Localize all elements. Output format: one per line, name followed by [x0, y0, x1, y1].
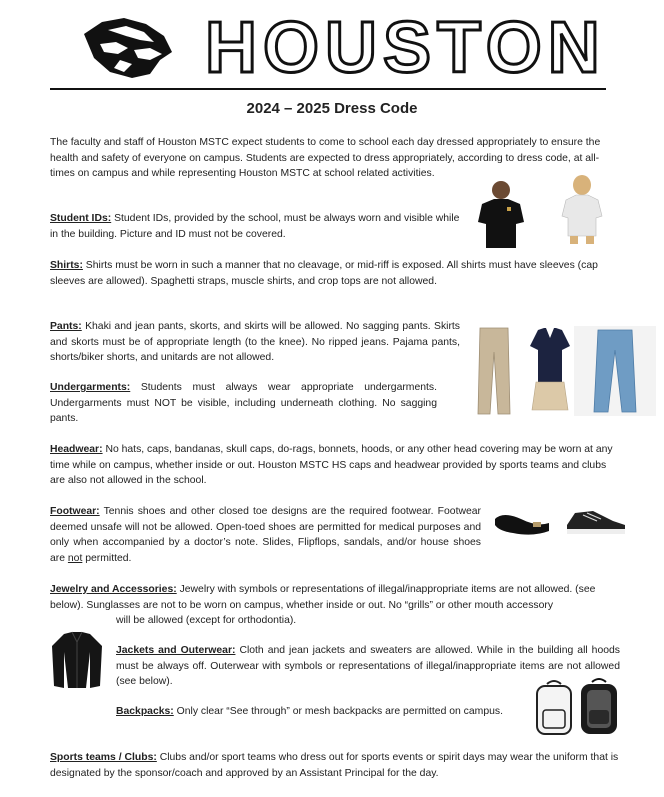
jewelry-text: Jewelry with symbols or representations of illegal/inappropriate items are not allowed. (see below). Sunglasses are not to be worn on campus, whether inside or out. No “grills” or other mouth accessory: [50, 584, 596, 611]
undergarments-label: Undergarments:: [50, 382, 131, 393]
footwear-text-a: Tennis shoes and other closed toe designs are the required footwear. Footwear deemed unsafe will not be allowed. Open-toed shoes are permitted for medical purposes and only when accompanied by a doctor’s note. Slides, Flipflops, sandals, and/or house shoes are: [50, 506, 481, 564]
navy-dress-khaki-skort-image: [528, 326, 572, 412]
black-polo-shirt-image: [476, 178, 526, 248]
section-shirts: [50, 258, 605, 289]
jackets-text: Cloth and jean jackets and sweaters are allowed. While in the building all hoods must be always off. Outerwear with symbols or representations of illegal/inappropriate items are not allowed (see below).: [116, 645, 620, 688]
footwear-text-b: permitted.: [82, 552, 132, 564]
backpacks-text: Only clear “See through” or mesh backpacks are permitted on campus.: [173, 706, 503, 717]
jewelry-text-cont: will be allowed (except for orthodontia).: [116, 615, 297, 627]
intro-text: The faculty and staff of Houston MSTC expect students to come to school each day dressed appropriately to ensure the health and safety of everyone on campus. Students are expected to dress appropriately, according to dress code, at all-times on campus and while representing Houston MSTC at school related activities.: [50, 137, 601, 180]
pants-text: Khaki and jean pants, skorts, and skirts will be allowed. No sagging pants. Skirts and skorts must be of appropriate length (to the knee). No ripped jeans. Pajama pants, shorts/biker shorts, and unitards are not allowed.: [50, 321, 460, 364]
black-flat-shoe-image: [493, 505, 551, 539]
footwear-not: not: [67, 552, 83, 564]
footwear-label: Footwear:: [50, 506, 100, 517]
blue-jeans-image: [574, 326, 656, 416]
section-backpacks: [116, 704, 519, 720]
headwear-text: No hats, caps, bandanas, skull caps, do-rags, bonnets, hoods, or any other head covering may be worn at any time while on campus, whether inside or out. Houston MSTC HS caps and headwear provided by sports teams and clubs are also not allowed in the school.: [50, 444, 613, 487]
jewelry-label: Jewelry and Accessories:: [50, 584, 177, 595]
pants-label: Pants:: [50, 321, 82, 332]
undergarments-text: Students must always wear appropriate undergarments. Undergarments must NOT be visible, including underneath clothing. No sagging pants.: [50, 382, 437, 425]
black-jacket-image: [50, 630, 104, 690]
section-sports: [50, 750, 620, 781]
mesh-backpack-image: [578, 676, 620, 736]
section-undergarments: [50, 380, 437, 427]
section-headwear: [50, 442, 620, 489]
student-ids-text: Student IDs, provided by the school, must be always worn and visible while in the building. Picture and ID must not be covered.: [50, 213, 460, 240]
sports-label: Sports teams / Clubs:: [50, 752, 157, 763]
khaki-pants-image: [474, 326, 514, 416]
jackets-label: Jackets and Outerwear:: [116, 645, 236, 656]
section-student-ids: [50, 211, 460, 242]
sports-text: Clubs and/or sport teams who dress out for sports events or spirit days may wear the uniform that is designated by the sponsor/coach and approved by an Assistant Principal for the day.: [50, 752, 619, 779]
student-ids-label: Student IDs:: [50, 213, 112, 224]
backpacks-label: Backpacks:: [116, 706, 174, 717]
section-footwear: [50, 504, 481, 566]
header-rule: [50, 88, 606, 90]
headwear-label: Headwear:: [50, 444, 103, 455]
black-sneaker-image: [563, 507, 627, 537]
tiger-logo-icon: [80, 14, 176, 80]
shirts-label: Shirts:: [50, 260, 83, 271]
document-title: 2024 – 2025 Dress Code: [246, 100, 418, 117]
header: [0, 0, 664, 92]
clear-backpack-image: [533, 678, 575, 736]
white-polo-shirt-image: [560, 172, 604, 244]
section-pants: [50, 319, 460, 366]
section-jewelry: [50, 582, 620, 629]
school-name: HOUSTON: [205, 8, 606, 88]
intro-paragraph: [50, 135, 620, 182]
shirts-text: Shirts must be worn in such a manner that no cleavage, or mid-riff is exposed. All shirts must have sleeves (cap sleeves are allowed). Spaghetti straps, muscle shirts, and crop tops are not allowed.: [50, 260, 598, 287]
